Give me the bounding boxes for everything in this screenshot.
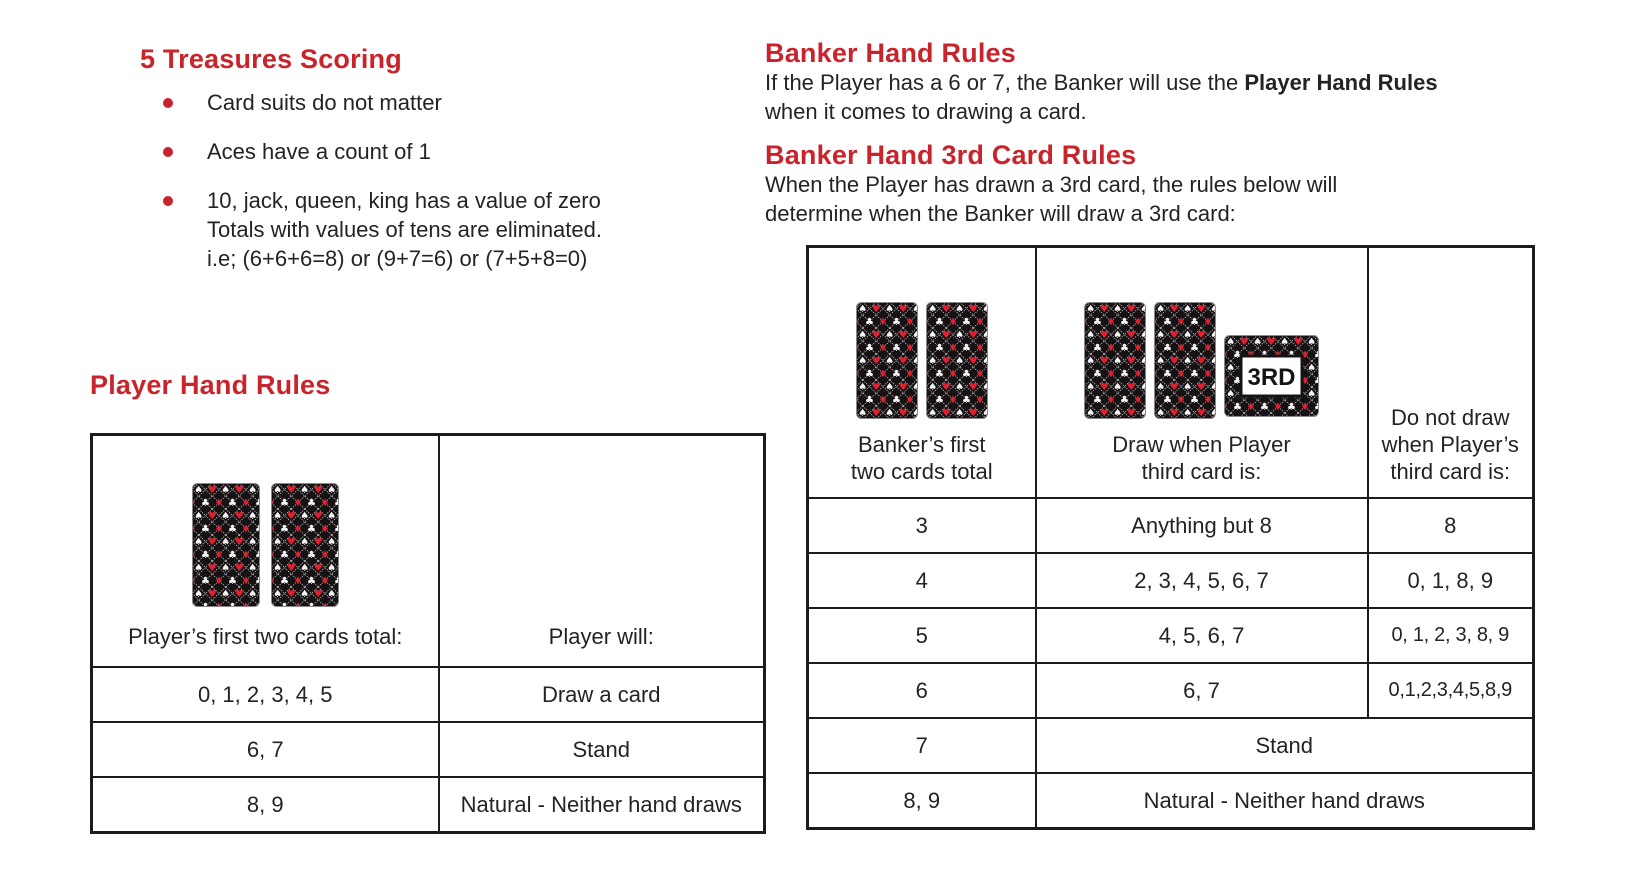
- list-item: [90, 137, 750, 166]
- banker-total-cell: 7: [808, 718, 1036, 773]
- banker-total-header-line: two cards total: [850, 459, 993, 484]
- banker-intro-pre: If the Player has a 6 or 7, the Banker will use the: [765, 70, 1245, 95]
- player-action-cell: Draw a card: [439, 667, 765, 722]
- banker-no-draw-cell: 0,1,2,3,4,5,8,9: [1368, 663, 1534, 718]
- scoring-section: [90, 44, 750, 273]
- banker-total-cell: 3: [808, 498, 1036, 553]
- banker-total-cell: 6: [808, 663, 1036, 718]
- table-row: [92, 722, 765, 777]
- player-rules-title: Player Hand Rules: [90, 370, 331, 400]
- banker-no-draw-cell: 8: [1368, 498, 1534, 553]
- bullet-line: 10, jack, queen, king has a value of zero: [207, 188, 601, 213]
- bullet-line: Card suits do not matter: [207, 90, 442, 115]
- banker-rules-title: Banker Hand Rules: [765, 38, 1016, 68]
- banker-3rd-card-table: [806, 245, 1535, 830]
- banker-draw-header-line: third card is:: [1141, 459, 1262, 484]
- table-row: [808, 773, 1534, 829]
- banker-total-cell: 5: [808, 608, 1036, 663]
- intro-line: determine when the Banker will draw a 3rd card:: [765, 201, 1236, 226]
- bullet-line: i.e; (6+6+6=8) or (9+7=6) or (7+5+8=0): [207, 246, 588, 271]
- banker-no-draw-header-line: third card is:: [1390, 459, 1511, 484]
- banker-draw-span-cell: Stand: [1036, 718, 1534, 773]
- table-row: [808, 608, 1534, 663]
- player-total-cell: 0, 1, 2, 3, 4, 5: [92, 667, 439, 722]
- card-backs: [813, 302, 1031, 419]
- table-row: [808, 553, 1534, 608]
- banker-total-cell: 8, 9: [808, 773, 1036, 829]
- table-row: [808, 718, 1534, 773]
- player-total-cell: 8, 9: [92, 777, 439, 833]
- bullet-icon: [163, 147, 173, 157]
- card-back-icon: [192, 483, 260, 607]
- table-row: [92, 667, 765, 722]
- banker-table-header-no-draw: [1368, 247, 1534, 499]
- bullet-icon: [163, 98, 173, 108]
- bullet-line: Aces have a count of 1: [207, 139, 431, 164]
- banker-3rd-card-title: Banker Hand 3rd Card Rules: [765, 140, 1137, 170]
- card-backs: [97, 483, 434, 607]
- table-row: [92, 777, 765, 833]
- banker-table-header-draw: [1036, 247, 1368, 499]
- banker-intro-bold: Player Hand Rules: [1244, 70, 1438, 95]
- table-row: [808, 498, 1534, 553]
- banker-draw-header-line: Draw when Player: [1112, 432, 1291, 457]
- banker-draw-cell: 6, 7: [1036, 663, 1368, 718]
- player-action-cell: Natural - Neither hand draws: [439, 777, 765, 833]
- list-item: [90, 186, 750, 273]
- banker-rules-section: [765, 38, 1510, 228]
- banker-table-header-total: [808, 247, 1036, 499]
- banker-draw-cell: Anything but 8: [1036, 498, 1368, 553]
- banker-total-cell: 4: [808, 553, 1036, 608]
- card-back-icon: [856, 302, 918, 419]
- third-card: [1224, 335, 1319, 417]
- banker-intro-line2: when it comes to drawing a card.: [765, 99, 1087, 124]
- third-card-label: 3RD: [1247, 364, 1296, 391]
- banker-no-draw-header-line: when Player’s: [1381, 432, 1519, 457]
- third-card-icon: [1224, 335, 1319, 417]
- intro-line: When the Player has drawn a 3rd card, the rules below will: [765, 172, 1338, 197]
- list-item: [90, 88, 750, 117]
- player-action-header-label: Player will:: [548, 624, 654, 649]
- banker-total-header-line: Banker’s first: [857, 432, 986, 457]
- banker-draw-cell: 4, 5, 6, 7: [1036, 608, 1368, 663]
- card-backs-with-third: [1041, 302, 1363, 419]
- card-back-icon: [271, 483, 339, 607]
- bullet-line: Totals with values of tens are eliminated.: [207, 217, 602, 242]
- player-total-cell: 6, 7: [92, 722, 439, 777]
- banker-3rd-card-intro: [765, 170, 1510, 228]
- card-back-icon: [926, 302, 988, 419]
- card-back-icon: [1154, 302, 1216, 419]
- card-back-icon: [1084, 302, 1146, 419]
- player-table-header-total: [92, 435, 439, 668]
- player-total-header-label: Player’s first two cards total:: [128, 624, 403, 649]
- bullet-icon: [163, 196, 173, 206]
- banker-rules-intro: [765, 68, 1510, 126]
- banker-no-draw-header-line: Do not draw: [1390, 405, 1510, 430]
- banker-no-draw-cell: 0, 1, 8, 9: [1368, 553, 1534, 608]
- banker-draw-span-cell: Natural - Neither hand draws: [1036, 773, 1534, 829]
- banker-no-draw-cell: 0, 1, 2, 3, 8, 9: [1368, 608, 1534, 663]
- table-row: [808, 663, 1534, 718]
- scoring-bullet-list: [90, 88, 750, 273]
- player-table-header-action: [439, 435, 765, 668]
- scoring-title: 5 Treasures Scoring: [140, 44, 402, 74]
- player-hand-rules-table: [90, 433, 766, 834]
- banker-draw-cell: 2, 3, 4, 5, 6, 7: [1036, 553, 1368, 608]
- player-action-cell: Stand: [439, 722, 765, 777]
